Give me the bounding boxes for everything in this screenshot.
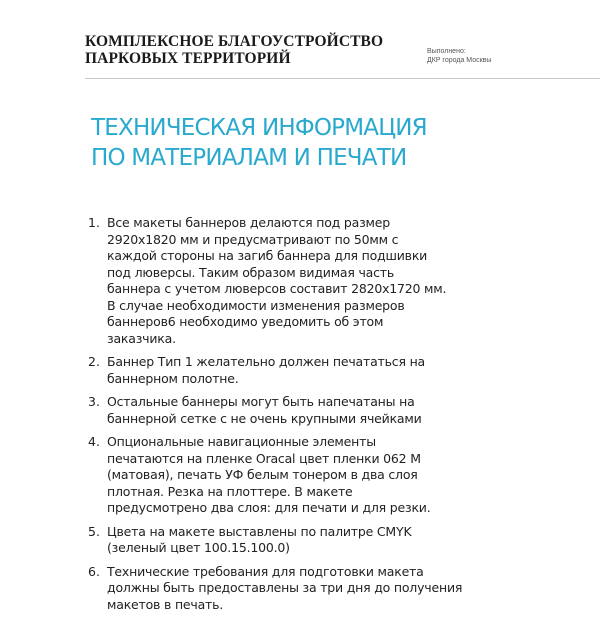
- header-title-line-1: КОМПЛЕКСНОЕ БЛАГОУСТРОЙСТВО: [85, 33, 384, 50]
- list-item: [0, 564, 600, 614]
- list-item-number: 3.: [88, 394, 100, 409]
- list-item-line: под люверсы. Таким образом видимая часть: [107, 264, 395, 280]
- list-item: [0, 434, 600, 517]
- section-title-line-2: ПО МАТЕРИАЛАМ И ПЕЧАТИ: [91, 145, 407, 171]
- section-title-line-1: ТЕХНИЧЕСКАЯ ИНФОРМАЦИЯ: [91, 115, 427, 141]
- list-item-number: 4.: [88, 434, 100, 449]
- list-item-line: Технические требования для подготовки макета: [107, 563, 424, 579]
- list-item: [0, 524, 600, 557]
- list-item-line: предусмотрено два слоя: для печати и для резки.: [107, 500, 431, 515]
- list-item-line: Остальные баннеры могут быть напечатаны на: [107, 394, 415, 409]
- list-item: [0, 354, 600, 387]
- list-item-line: должны быть предоставлены за три дня до получения: [107, 580, 463, 595]
- list-item-line: макетов в печать.: [107, 596, 224, 612]
- list-item-text: [107, 563, 463, 614]
- list-item: [0, 215, 600, 347]
- list-item-line: Опциональные навигационные элементы: [107, 434, 376, 449]
- list-item-line: Баннер Тип 1 желательно должен печататься на: [107, 354, 426, 369]
- list-item-line: (матовая), печать УФ белым тонером в два слоя: [107, 467, 418, 482]
- header-meta: [427, 47, 491, 65]
- list-item-line: Цвета на макете выставлены по палитре CMYK: [107, 523, 412, 539]
- header-divider: [85, 78, 600, 79]
- list-item-text: [107, 354, 427, 387]
- requirements-list: [0, 215, 600, 620]
- list-item-line: баннерном полотне.: [107, 370, 239, 386]
- list-item-text: [107, 394, 427, 427]
- list-item-line: плотная. Резка на плоттере. В макете: [107, 483, 353, 499]
- meta-line-1: Выполнено:: [427, 48, 466, 55]
- list-item-text: [107, 434, 431, 517]
- meta-line-2: ДКР города Москвы: [427, 57, 492, 64]
- list-item-line: Все макеты баннеров делаются под размер: [107, 215, 390, 230]
- list-item-text: [107, 524, 427, 557]
- list-item-line: каждой стороны на загиб баннера для подшивки: [107, 248, 428, 263]
- list-item-line: печатаются на пленке Oracal цвет пленки 062 М: [107, 450, 421, 466]
- document-header-title: [85, 33, 383, 67]
- list-item-number: 5.: [88, 523, 100, 539]
- list-item-number: 6.: [88, 563, 100, 579]
- list-item-line: баннера с учетом люверсов составит 2820х1720 мм.: [107, 281, 447, 296]
- list-item-line: (зеленый цвет 100.15.100.0): [107, 540, 290, 555]
- list-item-number: 2.: [88, 354, 100, 369]
- list-item-text: [107, 215, 447, 347]
- list-item-line: заказчика.: [107, 330, 176, 346]
- list-item-line: баннеров6 необходимо уведомить об этом: [107, 314, 384, 329]
- list-item-number: 1.: [88, 215, 100, 230]
- list-item-line: В случае необходимости изменения размеров: [107, 297, 405, 313]
- list-item: [0, 394, 600, 427]
- section-title: [91, 113, 427, 173]
- list-item-line: баннерной сетке с не очень крупными ячейками: [107, 410, 422, 426]
- list-item-line: 2920х1820 мм и предусматривают по 50мм с: [107, 231, 399, 247]
- header-title-line-2: ПАРКОВЫХ ТЕРРИТОРИЙ: [85, 50, 291, 67]
